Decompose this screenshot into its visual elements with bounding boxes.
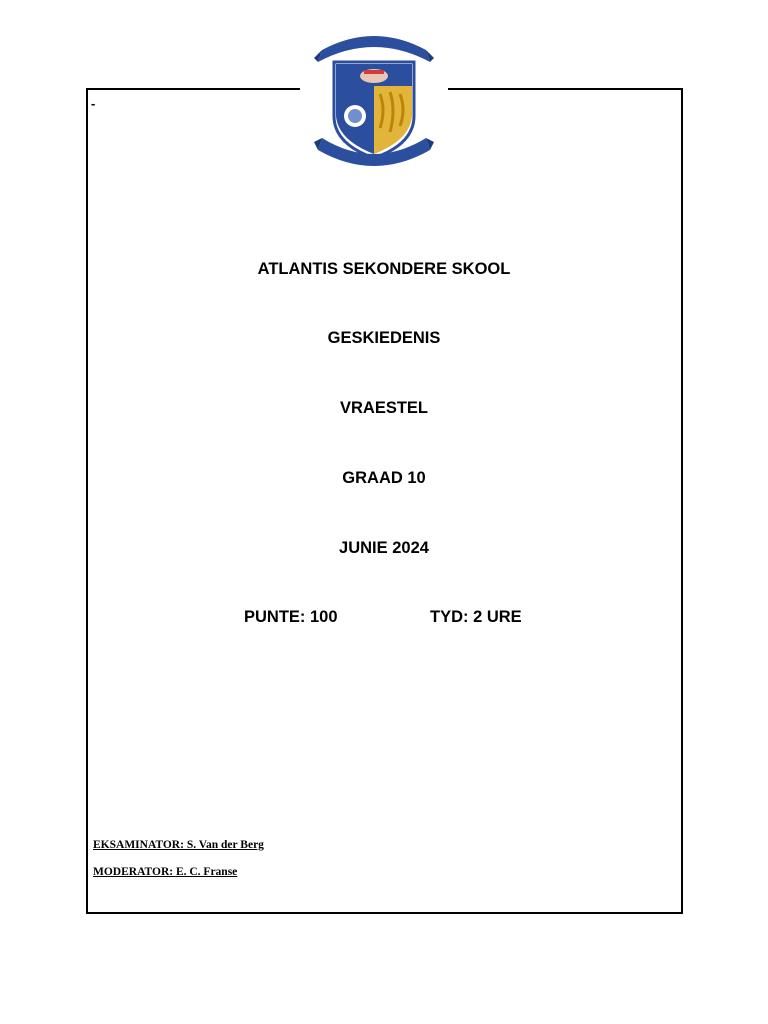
school-crest-logo [300, 20, 448, 180]
exam-duration: TYD: 2 URE [430, 608, 522, 626]
moderator-name: MODERATOR: E. C. Franse [93, 866, 238, 878]
cover-page-border [86, 88, 683, 914]
leading-mark: - [91, 96, 96, 111]
paper-label: VRAESTEL [339, 399, 428, 417]
grade-label: GRAAD 10 [342, 469, 426, 487]
exam-session: JUNIE 2024 [339, 539, 429, 557]
examiner-name: EKSAMINATOR: S. Van der Berg [93, 839, 264, 851]
total-marks: PUNTE: 100 [244, 608, 338, 626]
school-name: ATLANTIS SEKONDERE SKOOL [257, 260, 511, 278]
subject-title: GESKIEDENIS [327, 329, 441, 347]
